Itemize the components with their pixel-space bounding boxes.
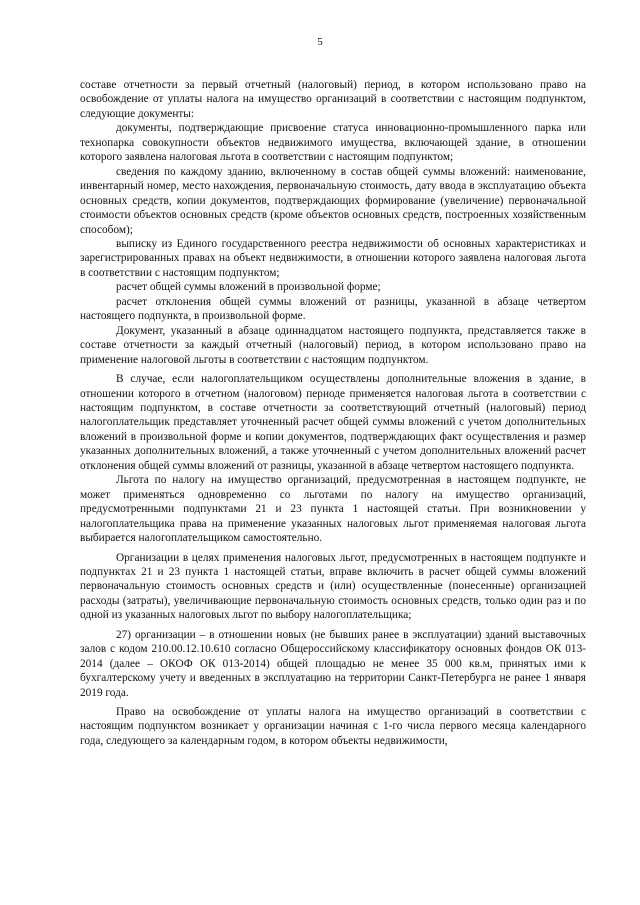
paragraph-deviation-calculation: расчет отклонения общей суммы вложений от разницы, указанной в абзаце четвертом настоящего подпункта, в произвольной форме.	[80, 295, 586, 323]
paragraph-subpoint-27: 27) организации – в отношении новых (не бывших ранее в эксплуатации) зданий выставочных залов с кодом 210.00.12.10.610 согласно Общероссийскому классификатору основных фондов ОК 013-2014 (далее – ОКОФ ОК 013-2014) общей площадью не менее 35 000 кв.м, принятых ими к бухгалтерскому учету и введенных в эксплуатацию на территории Санкт-Петербурга не ранее 1 января 2019 года.	[80, 628, 586, 699]
document-body	[80, 78, 586, 748]
paragraph-registry-extract: выписку из Единого государственного реестра недвижимости об основных характеристиках и зарегистрированных правах на объект недвижимости, в отношении которого заявлена налоговая льгота в соответствии с настоящим подпунктом;	[80, 237, 586, 279]
paragraph-building-information: сведения по каждому зданию, включенному в состав общей суммы вложений: наименование, инвентарный номер, место нахождения, первоначальную стоимость, дату ввода в эксплуатацию объекта основных средств, копии документов, подтверждающих формирование (увеличение) первоначальной стоимости объектов основных средств (кроме объектов основных средств, построенных хозяйственным способом);	[80, 165, 586, 236]
paragraph-exemption-right: Право на освобождение от уплаты налога на имущество организаций в соответствии с настоящим подпунктом возникает у организации начиная с 1-го числа первого месяца календарного года, следующего за календарным годом, в котором объекты недвижимости,	[80, 706, 586, 747]
paragraph-investment-calculation: расчет общей суммы вложений в произвольной форме;	[116, 281, 381, 294]
paragraph-continued-documents-list: составе отчетности за первый отчетный (налоговый) период, в котором использовано право на освобождение от уплаты налога на имущество организаций в соответствии с настоящим подпунктом, следующие документы:	[80, 79, 586, 120]
paragraph-report-submission: Документ, указанный в абзаце одиннадцатом настоящего подпункта, представляется также в составе отчетности за каждый отчетный (налоговый) период, в котором использовано право на применение налоговой льготы в соответствии с настоящим подпунктом.	[80, 324, 586, 366]
paragraph-park-status-documents: документы, подтверждающие присвоение статуса инновационно-промышленного парка или технопарка совокупности объектов недвижимого имущества, включающей здание, в отношении которого заявлена налоговая льгота в соответствии с настоящим подпунктом;	[80, 122, 586, 164]
paragraph-benefit-calculation-rule: Организации в целях применения налоговых льгот, предусмотренных в настоящем подпункте и подпунктах 21 и 23 пункта 1 настоящей статьи, вправе включить в расчет общей суммы вложений первоначальную стоимость основных средств и (или) осуществленные (понесенные) организацией расходы (затраты), увеличивающие первоначальную стоимость основных средств, только один раз и по одной из указанных налоговых льгот по выбору налогоплательщика;	[80, 551, 586, 622]
paragraph-benefit-combination: Льгота по налогу на имущество организаций, предусмотренная в настоящем подпункте, не может применяться одновременно со льготами по налогу на имущество организаций, предусмотренными подпунктами 21 и 23 пункта 1 настоящей статьи. При возникновении у налогоплательщика права на применение указанных налоговых льгот применяемая налоговая льгота выбирается налогоплательщиком самостоятельно.	[80, 474, 586, 545]
paragraph-additional-investments: В случае, если налогоплательщиком осуществлены дополнительные вложения в здание, в отношении которого в отчетном (налоговом) периоде применяется налоговая льгота в соответствии с настоящим подпунктом, в составе отчетности за соответствующий отчетный (налоговый) период налогоплательщик представляет уточненный расчет общей суммы вложений с учетом дополнительных вложений в произвольной форме и копии документов, подтверждающих факт осуществления и размер указанных дополнительных вложений, а также уточненный с учетом дополнительных вложений расчет отклонения общей суммы вложений от разницы, указанной в абзаце четвертом настоящего подпункта.	[80, 373, 586, 472]
page-number: 5	[317, 36, 323, 48]
